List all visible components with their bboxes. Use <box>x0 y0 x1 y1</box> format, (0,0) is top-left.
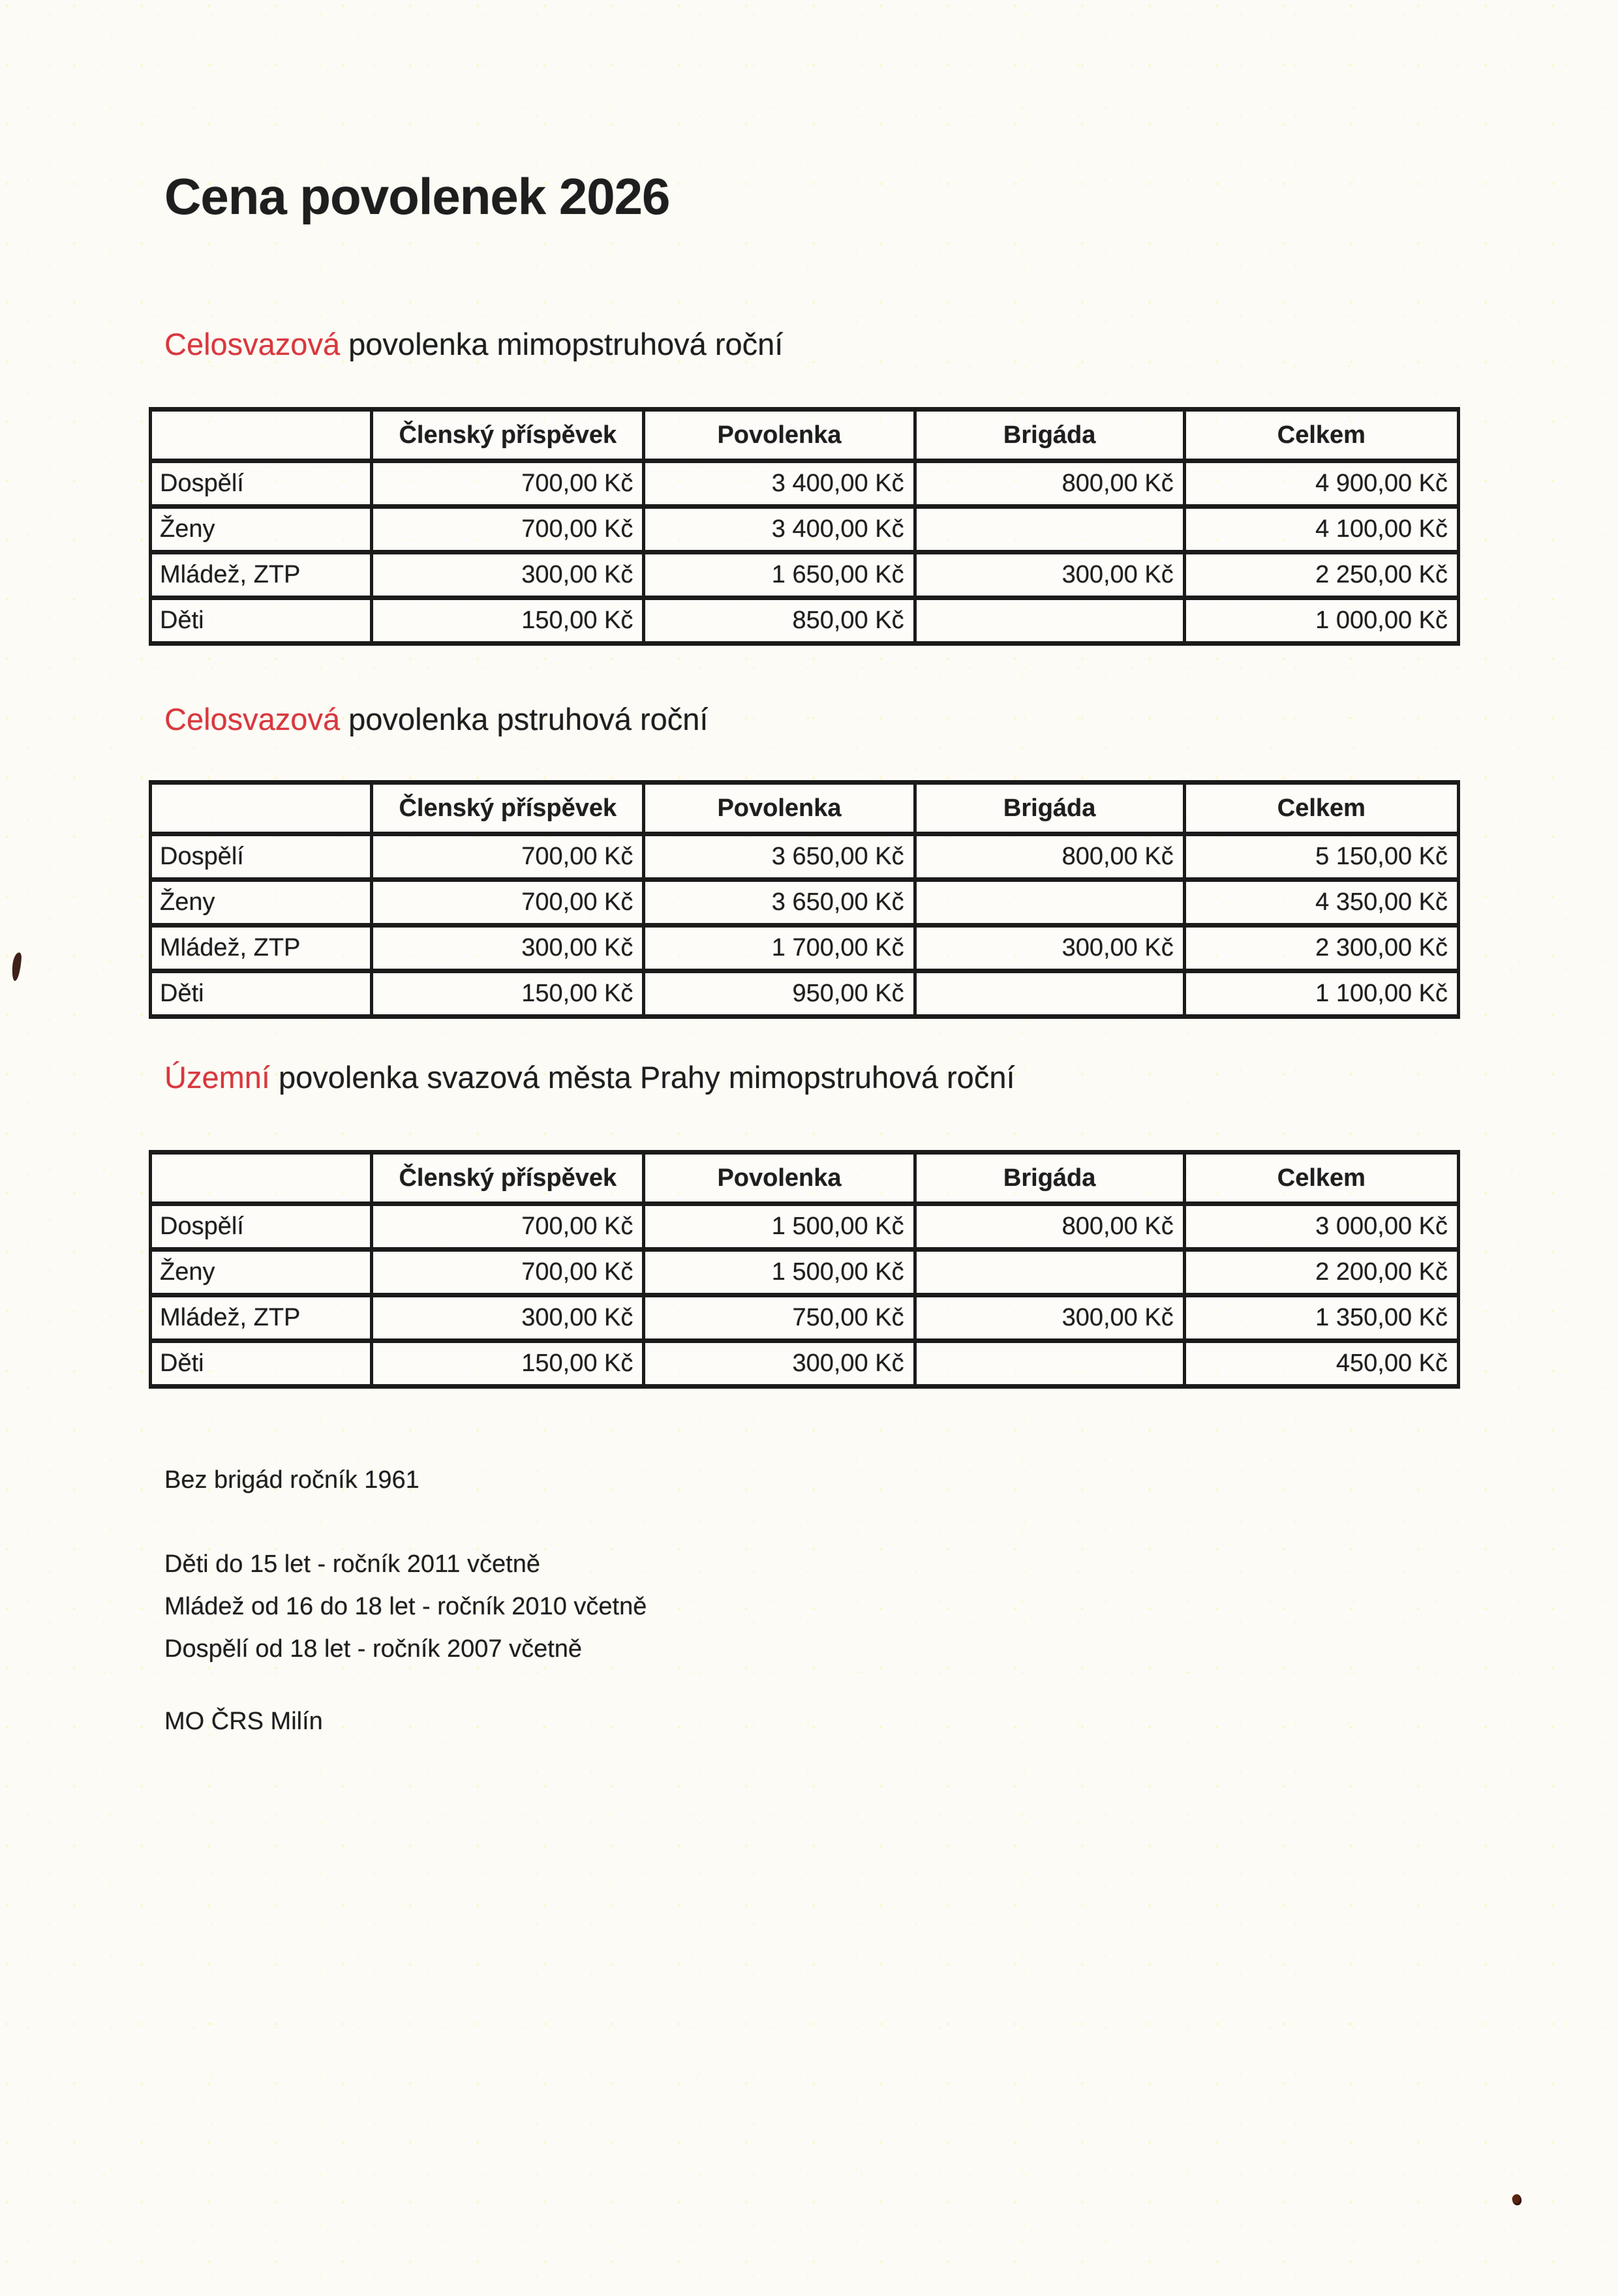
table-row <box>151 971 1459 1017</box>
table-cell: 150,00 Kč <box>372 971 644 1017</box>
table-cell <box>915 1341 1184 1387</box>
heading-rest: povolenka mimopstruhová roční <box>340 327 784 361</box>
table-cell: 5 150,00 Kč <box>1184 834 1458 880</box>
row-label-cell: Dospělí <box>151 834 372 880</box>
table-cell <box>915 971 1184 1017</box>
table-cell <box>915 598 1184 644</box>
table-cell: 3 400,00 Kč <box>644 461 915 507</box>
table-cell: 700,00 Kč <box>372 880 644 926</box>
table-cell: 700,00 Kč <box>372 507 644 552</box>
table-cell: 150,00 Kč <box>372 1341 644 1387</box>
column-header-brigada: Brigáda <box>915 410 1184 461</box>
table-cell: 2 200,00 Kč <box>1184 1250 1458 1295</box>
price-table-celosvazova-pstruhova <box>149 780 1460 1019</box>
row-label-cell: Mládež, ZTP <box>151 552 372 598</box>
table-cell: 4 900,00 Kč <box>1184 461 1458 507</box>
column-header-povolenka: Povolenka <box>644 410 915 461</box>
table-cell: 2 250,00 Kč <box>1184 552 1458 598</box>
column-header-povolenka: Povolenka <box>644 783 915 834</box>
table-cell: 950,00 Kč <box>644 971 915 1017</box>
row-label-cell: Děti <box>151 1341 372 1387</box>
table-cell: 2 300,00 Kč <box>1184 926 1458 971</box>
table-cell: 800,00 Kč <box>915 1204 1184 1250</box>
heading-rest: povolenka svazová města Prahy mimopstruhová roční <box>269 1060 1015 1095</box>
table-cell: 800,00 Kč <box>915 461 1184 507</box>
table-cell: 1 700,00 Kč <box>644 926 915 971</box>
table-row <box>151 1295 1459 1341</box>
table-cell: 150,00 Kč <box>372 598 644 644</box>
table-row <box>151 552 1459 598</box>
section-heading-celosvazova-pstruhova <box>164 701 708 737</box>
table-cell: 300,00 Kč <box>372 1295 644 1341</box>
table-cell: 1 650,00 Kč <box>644 552 915 598</box>
table-cell: 300,00 Kč <box>915 552 1184 598</box>
row-label-cell: Dospělí <box>151 1204 372 1250</box>
column-header-empty <box>151 783 372 834</box>
table-row <box>151 598 1459 644</box>
table-cell: 1 500,00 Kč <box>644 1250 915 1295</box>
table-row <box>151 926 1459 971</box>
table-cell: 300,00 Kč <box>915 1295 1184 1341</box>
row-label-cell: Ženy <box>151 1250 372 1295</box>
table-cell: 700,00 Kč <box>372 1250 644 1295</box>
note-no-brigade: Bez brigád ročník 1961 <box>164 1466 420 1494</box>
section-heading-celosvazova-mimopstruhova <box>164 326 783 362</box>
heading-rest: povolenka pstruhová roční <box>340 702 709 736</box>
column-header-clensky-prispevek: Členský příspěvek <box>372 410 644 461</box>
price-table-celosvazova-mimopstruhova <box>149 407 1460 646</box>
price-table-uzemni-praha <box>149 1150 1460 1389</box>
table-header-row <box>151 783 1459 834</box>
table-cell: 3 400,00 Kč <box>644 507 915 552</box>
table-cell: 1 100,00 Kč <box>1184 971 1458 1017</box>
table-cell: 1 500,00 Kč <box>644 1204 915 1250</box>
table-cell: 450,00 Kč <box>1184 1341 1458 1387</box>
page-title: Cena povolenek 2026 <box>164 168 670 225</box>
table-cell <box>915 1250 1184 1295</box>
table-cell: 700,00 Kč <box>372 1204 644 1250</box>
age-note-youth: Mládež od 16 do 18 let - ročník 2010 včetně <box>164 1593 647 1620</box>
table-cell: 4 350,00 Kč <box>1184 880 1458 926</box>
row-label-cell: Mládež, ZTP <box>151 1295 372 1341</box>
column-header-clensky-prispevek: Členský příspěvek <box>372 1153 644 1204</box>
table-row <box>151 880 1459 926</box>
row-label-cell: Dospělí <box>151 461 372 507</box>
table-cell: 4 100,00 Kč <box>1184 507 1458 552</box>
row-label-cell: Mládež, ZTP <box>151 926 372 971</box>
row-label-cell: Ženy <box>151 880 372 926</box>
column-header-empty <box>151 1153 372 1204</box>
table-cell: 300,00 Kč <box>372 552 644 598</box>
row-label-cell: Ženy <box>151 507 372 552</box>
table-cell: 3 650,00 Kč <box>644 880 915 926</box>
table-cell: 300,00 Kč <box>372 926 644 971</box>
column-header-povolenka: Povolenka <box>644 1153 915 1204</box>
heading-accent-word: Územní <box>164 1060 270 1095</box>
table-cell: 300,00 Kč <box>915 926 1184 971</box>
table-cell <box>915 507 1184 552</box>
table-row <box>151 507 1459 552</box>
column-header-brigada: Brigáda <box>915 783 1184 834</box>
column-header-clensky-prispevek: Členský příspěvek <box>372 783 644 834</box>
column-header-celkem: Celkem <box>1184 1153 1458 1204</box>
organization-signature: MO ČRS Milín <box>164 1708 323 1735</box>
column-header-celkem: Celkem <box>1184 783 1458 834</box>
scan-artifact-bottom-dot <box>1511 2194 1522 2207</box>
section-heading-uzemni-praha <box>164 1059 1015 1095</box>
row-label-cell: Děti <box>151 598 372 644</box>
table-header-row <box>151 410 1459 461</box>
table-cell: 3 650,00 Kč <box>644 834 915 880</box>
table-row <box>151 1341 1459 1387</box>
table-cell: 850,00 Kč <box>644 598 915 644</box>
heading-accent-word: Celosvazová <box>164 327 341 361</box>
table-header-row <box>151 1153 1459 1204</box>
heading-accent-word: Celosvazová <box>164 702 341 736</box>
table-cell: 3 000,00 Kč <box>1184 1204 1458 1250</box>
column-header-celkem: Celkem <box>1184 410 1458 461</box>
scan-artifact-left-mark <box>11 952 22 982</box>
column-header-empty <box>151 410 372 461</box>
column-header-brigada: Brigáda <box>915 1153 1184 1204</box>
table-cell: 300,00 Kč <box>644 1341 915 1387</box>
row-label-cell: Děti <box>151 971 372 1017</box>
age-notes-block <box>164 1543 647 1670</box>
table-row <box>151 1204 1459 1250</box>
table-row <box>151 1250 1459 1295</box>
table-cell: 1 000,00 Kč <box>1184 598 1458 644</box>
age-note-children: Děti do 15 let - ročník 2011 včetně <box>164 1550 540 1578</box>
table-cell <box>915 880 1184 926</box>
table-row <box>151 834 1459 880</box>
table-cell: 700,00 Kč <box>372 834 644 880</box>
table-cell: 700,00 Kč <box>372 461 644 507</box>
table-cell: 750,00 Kč <box>644 1295 915 1341</box>
table-row <box>151 461 1459 507</box>
age-note-adults: Dospělí od 18 let - ročník 2007 včetně <box>164 1635 583 1663</box>
table-cell: 800,00 Kč <box>915 834 1184 880</box>
table-cell: 1 350,00 Kč <box>1184 1295 1458 1341</box>
